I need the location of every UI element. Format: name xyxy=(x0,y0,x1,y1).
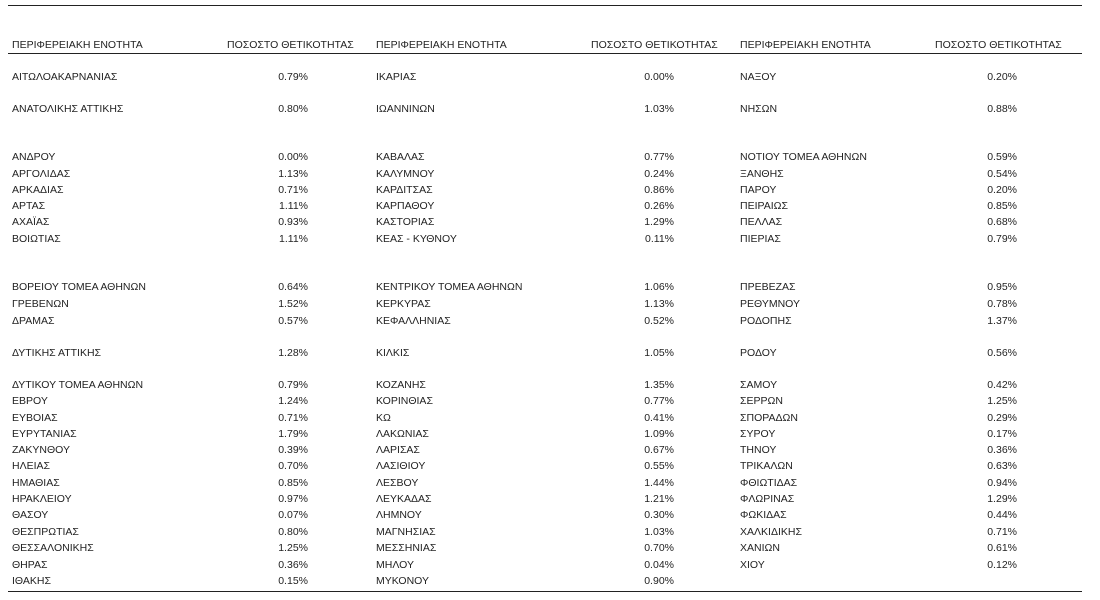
region-name-cell: ΠΡΕΒΕΖΑΣ xyxy=(740,281,796,293)
region-name-cell: ΛΗΜΝΟΥ xyxy=(376,509,422,521)
bottom-rule xyxy=(8,591,1082,592)
region-name-cell: ΜΕΣΣΗΝΙΑΣ xyxy=(376,542,437,554)
region-name-cell: ΑΙΤΩΛΟΑΚΑΡΝΑΝΙΑΣ xyxy=(12,71,118,83)
region-name-cell: ΑΝΔΡΟΥ xyxy=(12,151,56,163)
column-header-region: ΠΕΡΙΦΕΡΕΙΑΚΗ ΕΝΟΤΗΤΑ xyxy=(740,39,871,51)
positivity-rate-cell: 0.11% xyxy=(645,233,674,245)
region-name-cell: ΣΕΡΡΩΝ xyxy=(740,395,783,407)
positivity-rate-cell: 0.52% xyxy=(644,315,674,327)
region-name-cell: ΛΕΥΚΑΔΑΣ xyxy=(376,493,432,505)
positivity-rate-cell: 0.36% xyxy=(987,444,1017,456)
positivity-rate-cell: 0.80% xyxy=(278,103,308,115)
region-name-cell: ΧΑΛΚΙΔΙΚΗΣ xyxy=(740,526,802,538)
positivity-rate-cell: 0.80% xyxy=(278,526,308,538)
column-header-rate: ΠΟΣΟΣΤΟ ΘΕΤΙΚΟΤΗΤΑΣ xyxy=(935,39,1062,51)
region-name-cell: ΚΟΖΑΝΗΣ xyxy=(376,379,426,391)
positivity-rate-cell: 0.12% xyxy=(987,559,1017,571)
region-name-cell: ΛΑΡΙΣΑΣ xyxy=(376,444,420,456)
region-name-cell: ΑΡΤΑΣ xyxy=(12,200,46,212)
region-name-cell: ΗΛΕΙΑΣ xyxy=(12,460,51,472)
positivity-rate-cell: 0.93% xyxy=(278,216,308,228)
region-name-cell: ΕΒΡΟΥ xyxy=(12,395,48,407)
positivity-rate-cell: 1.13% xyxy=(644,298,674,310)
region-name-cell: ΚΙΛΚΙΣ xyxy=(376,347,410,359)
region-name-cell: ΙΚΑΡΙΑΣ xyxy=(376,71,417,83)
region-name-cell: ΔΥΤΙΚΗΣ ΑΤΤΙΚΗΣ xyxy=(12,347,102,359)
positivity-rate-cell: 0.61% xyxy=(987,542,1017,554)
positivity-rate-cell: 0.85% xyxy=(987,200,1017,212)
region-name-cell: ΣΠΟΡΑΔΩΝ xyxy=(740,412,798,424)
region-name-cell: ΚΑΣΤΟΡΙΑΣ xyxy=(376,216,435,228)
region-name-cell: ΠΕΛΛΑΣ xyxy=(740,216,783,228)
positivity-rate-cell: 0.39% xyxy=(278,444,308,456)
region-name-cell: ΔΡΑΜΑΣ xyxy=(12,315,55,327)
region-name-cell: ΛΕΣΒΟΥ xyxy=(376,477,419,489)
region-name-cell: ΘΕΣΣΑΛΟΝΙΚΗΣ xyxy=(12,542,94,554)
region-name-cell: ΖΑΚΥΝΘΟΥ xyxy=(12,444,71,456)
positivity-rate-cell: 0.71% xyxy=(278,184,308,196)
region-name-cell: ΙΩΑΝΝΙΝΩΝ xyxy=(376,103,435,115)
region-name-cell: ΚΟΡΙΝΘΙΑΣ xyxy=(376,395,433,407)
positivity-rate-cell: 0.00% xyxy=(278,151,308,163)
region-name-cell: ΜΥΚΟΝΟΥ xyxy=(376,575,430,587)
region-name-cell: ΦΘΙΩΤΙΔΑΣ xyxy=(740,477,798,489)
region-name-cell: ΠΑΡΟΥ xyxy=(740,184,777,196)
positivity-rate-cell: 0.15% xyxy=(278,575,308,587)
positivity-rate-cell: 1.11% xyxy=(279,200,308,212)
positivity-rate-cell: 0.20% xyxy=(987,71,1017,83)
positivity-rate-cell: 0.29% xyxy=(987,412,1017,424)
positivity-rate-cell: 1.29% xyxy=(987,493,1017,505)
region-name-cell: ΜΑΓΝΗΣΙΑΣ xyxy=(376,526,436,538)
column-header-rate: ΠΟΣΟΣΤΟ ΘΕΤΙΚΟΤΗΤΑΣ xyxy=(591,39,718,51)
region-name-cell: ΒΟΙΩΤΙΑΣ xyxy=(12,233,61,245)
positivity-rate-cell: 1.06% xyxy=(644,281,674,293)
positivity-rate-cell: 0.00% xyxy=(644,71,674,83)
positivity-rate-cell: 0.26% xyxy=(644,200,674,212)
region-name-cell: ΘΕΣΠΡΩΤΙΑΣ xyxy=(12,526,79,538)
region-name-cell: ΡΟΔΟΠΗΣ xyxy=(740,315,792,327)
region-name-cell: ΝΑΞΟΥ xyxy=(740,71,777,83)
region-name-cell: ΚΩ xyxy=(376,412,391,424)
region-name-cell: ΚΕΝΤΡΙΚΟΥ ΤΟΜΕΑ ΑΘΗΝΩΝ xyxy=(376,281,523,293)
positivity-rate-cell: 1.35% xyxy=(644,379,674,391)
region-name-cell: ΗΜΑΘΙΑΣ xyxy=(12,477,60,489)
region-name-cell: ΕΥΒΟΙΑΣ xyxy=(12,412,58,424)
region-name-cell: ΚΑΛΥΜΝΟΥ xyxy=(376,168,435,180)
header-rule xyxy=(8,53,1082,54)
positivity-rate-cell: 0.41% xyxy=(644,412,674,424)
region-name-cell: ΚΕΦΑΛΛΗΝΙΑΣ xyxy=(376,315,451,327)
region-name-cell: ΧΙΟΥ xyxy=(740,559,765,571)
region-name-cell: ΧΑΝΙΩΝ xyxy=(740,542,780,554)
region-name-cell: ΦΩΚΙΔΑΣ xyxy=(740,509,787,521)
positivity-rate-cell: 0.95% xyxy=(987,281,1017,293)
positivity-rate-cell: 0.78% xyxy=(987,298,1017,310)
positivity-rate-cell: 0.79% xyxy=(278,379,308,391)
region-name-cell: ΡΟΔΟΥ xyxy=(740,347,777,359)
positivity-rate-cell: 0.79% xyxy=(987,233,1017,245)
positivity-rate-cell: 1.28% xyxy=(278,347,308,359)
positivity-rate-cell: 1.25% xyxy=(987,395,1017,407)
positivity-rate-cell: 0.30% xyxy=(644,509,674,521)
positivity-rate-cell: 1.37% xyxy=(987,315,1017,327)
region-name-cell: ΑΧΑΪΑΣ xyxy=(12,216,50,228)
region-name-cell: ΘΗΡΑΣ xyxy=(12,559,48,571)
positivity-rate-cell: 0.90% xyxy=(644,575,674,587)
positivity-rate-cell: 0.94% xyxy=(987,477,1017,489)
region-name-cell: ΣΥΡΟΥ xyxy=(740,428,776,440)
positivity-rate-cell: 1.25% xyxy=(278,542,308,554)
positivity-rate-cell: 0.54% xyxy=(987,168,1017,180)
positivity-rate-cell: 0.70% xyxy=(278,460,308,472)
region-name-cell: ΓΡΕΒΕΝΩΝ xyxy=(12,298,69,310)
region-name-cell: ΘΑΣΟΥ xyxy=(12,509,49,521)
region-name-cell: ΛΑΚΩΝΙΑΣ xyxy=(376,428,429,440)
region-name-cell: ΠΙΕΡΙΑΣ xyxy=(740,233,781,245)
positivity-rate-cell: 0.63% xyxy=(987,460,1017,472)
region-name-cell: ΑΡΓΟΛΙΔΑΣ xyxy=(12,168,71,180)
positivity-rate-cell: 1.52% xyxy=(278,298,308,310)
positivity-rate-cell: 0.20% xyxy=(987,184,1017,196)
region-name-cell: ΝΗΣΩΝ xyxy=(740,103,778,115)
positivity-rate-cell: 0.79% xyxy=(278,71,308,83)
region-name-cell: ΕΥΡΥΤΑΝΙΑΣ xyxy=(12,428,77,440)
positivity-rate-cell: 0.64% xyxy=(278,281,308,293)
positivity-rate-cell: 0.77% xyxy=(644,151,674,163)
region-name-cell: ΞΑΝΘΗΣ xyxy=(740,168,784,180)
positivity-rate-cell: 0.68% xyxy=(987,216,1017,228)
positivity-rate-cell: 0.17% xyxy=(987,428,1017,440)
positivity-rate-cell: 1.79% xyxy=(278,428,308,440)
region-name-cell: ΠΕΙΡΑΙΩΣ xyxy=(740,200,788,212)
positivity-rate-cell: 1.29% xyxy=(644,216,674,228)
region-name-cell: ΚΕΡΚΥΡΑΣ xyxy=(376,298,431,310)
region-name-cell: ΤΡΙΚΑΛΩΝ xyxy=(740,460,793,472)
region-name-cell: ΚΕΑΣ - ΚΥΘΝΟΥ xyxy=(376,233,457,245)
region-name-cell: ΡΕΘΥΜΝΟΥ xyxy=(740,298,801,310)
positivity-rate-cell: 0.24% xyxy=(644,168,674,180)
positivity-rate-cell: 0.56% xyxy=(987,347,1017,359)
positivity-rate-cell: 0.36% xyxy=(278,559,308,571)
positivity-rate-cell: 0.04% xyxy=(644,559,674,571)
column-header-rate: ΠΟΣΟΣΤΟ ΘΕΤΙΚΟΤΗΤΑΣ xyxy=(227,39,354,51)
positivity-rate-cell: 0.42% xyxy=(987,379,1017,391)
region-name-cell: ΝΟΤΙΟΥ ΤΟΜΕΑ ΑΘΗΝΩΝ xyxy=(740,151,867,163)
positivity-rate-cell: 0.55% xyxy=(644,460,674,472)
region-name-cell: ΒΟΡΕΙΟΥ ΤΟΜΕΑ ΑΘΗΝΩΝ xyxy=(12,281,146,293)
positivity-rate-cell: 0.97% xyxy=(278,493,308,505)
region-name-cell: ΚΑΡΔΙΤΣΑΣ xyxy=(376,184,433,196)
region-name-cell: ΑΡΚΑΔΙΑΣ xyxy=(12,184,64,196)
region-name-cell: ΙΘΑΚΗΣ xyxy=(12,575,51,587)
positivity-rate-cell: 0.44% xyxy=(987,509,1017,521)
positivity-rate-cell: 1.13% xyxy=(278,168,308,180)
positivity-rate-cell: 1.11% xyxy=(279,233,308,245)
positivity-rate-cell: 0.07% xyxy=(278,509,308,521)
positivity-rate-cell: 0.59% xyxy=(987,151,1017,163)
positivity-rate-cell: 0.71% xyxy=(987,526,1017,538)
positivity-rate-cell: 1.24% xyxy=(278,395,308,407)
positivity-rate-cell: 0.57% xyxy=(278,315,308,327)
positivity-rate-cell: 0.85% xyxy=(278,477,308,489)
region-name-cell: ΑΝΑΤΟΛΙΚΗΣ ΑΤΤΙΚΗΣ xyxy=(12,103,124,115)
column-header-region: ΠΕΡΙΦΕΡΕΙΑΚΗ ΕΝΟΤΗΤΑ xyxy=(376,39,507,51)
positivity-rate-cell: 1.44% xyxy=(644,477,674,489)
region-name-cell: ΤΗΝΟΥ xyxy=(740,444,777,456)
region-name-cell: ΚΑΡΠΑΘΟΥ xyxy=(376,200,435,212)
top-rule xyxy=(8,5,1082,6)
region-name-cell: ΦΛΩΡΙΝΑΣ xyxy=(740,493,795,505)
column-header-region: ΠΕΡΙΦΕΡΕΙΑΚΗ ΕΝΟΤΗΤΑ xyxy=(12,39,143,51)
region-name-cell: ΚΑΒΑΛΑΣ xyxy=(376,151,425,163)
positivity-rate-cell: 0.71% xyxy=(278,412,308,424)
positivity-rate-cell: 0.88% xyxy=(987,103,1017,115)
region-name-cell: ΣΑΜΟΥ xyxy=(740,379,778,391)
positivity-rate-cell: 0.67% xyxy=(644,444,674,456)
positivity-rate-cell: 0.70% xyxy=(644,542,674,554)
positivity-rate-cell: 0.86% xyxy=(644,184,674,196)
positivity-rate-cell: 1.05% xyxy=(644,347,674,359)
positivity-rate-cell: 1.03% xyxy=(644,103,674,115)
region-name-cell: ΔΥΤΙΚΟΥ ΤΟΜΕΑ ΑΘΗΝΩΝ xyxy=(12,379,144,391)
positivity-rate-cell: 0.77% xyxy=(644,395,674,407)
region-name-cell: ΗΡΑΚΛΕΙΟΥ xyxy=(12,493,72,505)
region-name-cell: ΜΗΛΟΥ xyxy=(376,559,414,571)
positivity-rate-cell: 1.09% xyxy=(644,428,674,440)
region-name-cell: ΛΑΣΙΘΙΟΥ xyxy=(376,460,426,472)
positivity-rate-cell: 1.03% xyxy=(644,526,674,538)
positivity-rate-cell: 1.21% xyxy=(644,493,674,505)
